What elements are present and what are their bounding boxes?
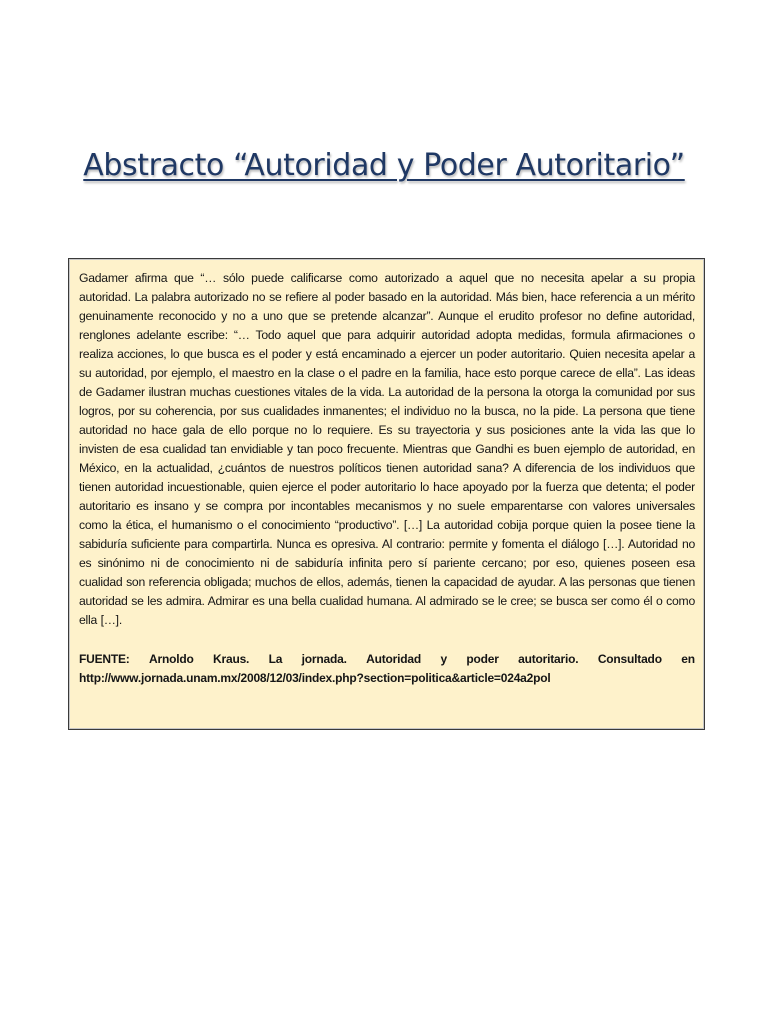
source-word-fuente: FUENTE: bbox=[79, 652, 130, 666]
source-word-author-first: Arnoldo bbox=[149, 652, 194, 666]
source-word-consultado: Consultado bbox=[597, 652, 662, 666]
source-word-autoridad: Autoridad bbox=[366, 652, 422, 666]
source-word-author-last: Kraus. bbox=[213, 652, 250, 666]
source-word-autoritario: autoritario. bbox=[518, 652, 579, 666]
abstract-text: Gadamer afirma que “… sólo puede calificarse como autorizado a aquel que no necesita apelar a su propia autoridad. La palabra autorizado no se refiere al poder basado en la autoridad. Más bien, hace referencia a un mérito genuinamente reconocido y no a uno que se pretende alcanzar”. Aunque el erudito profesor no define autoridad, renglones adelante escribe: “… Todo aquel que para adquirir autoridad adopta medidas, formula afirmaciones o realiza acciones, lo que busca es el poder y está encaminado a ejercer un poder autoritario. Quien necesita apelar a su autoridad, por ejemplo, el maestro en la clase o el padre en la familia, hace esto porque carece de ella”. Las ideas de Gadamer ilustran muchas cuestiones vitales de la vida. La autoridad de la persona la otorga la comunidad por sus logros, por su coherencia, por sus cualidades inmanentes; el individuo no la busca, no la pide. La persona que tiene autoridad no hace gala de ello porque no lo requiere. Es su trayectoria y sus posiciones ante la vida las que lo invisten de esa cualidad tan envidiable y tan poco frecuente. Mientras que Gandhi es buen ejemplo de autoridad, en México, en la actualidad, ¿cuántos de nuestros políticos tienen autoridad sana? A diferencia de los individuos que tienen autoridad incuestionable, quien ejerce el poder autoritario lo hace apoyado por la fuerza que detenta; el poder autoritario es insano y se compra por incontables mecanismos y no suele emparentarse con valores universales como la ética, el humanismo o el conocimiento “productivo”. […] La autoridad cobija porque quien la posee tiene la sabiduría suficiente para compartirla. Nunca es opresiva. Al contrario: permite y fomenta el diálogo […]. Autoridad no es sinónimo ni de conocimiento ni de sabiduría infinita pero sí pariente cercano; por eso, quienes poseen esa cualidad son referencia obligada; muchos de ellos, además, tienen la capacidad de ayudar. A las personas que tienen autoridad se les admira. Admirar es una bella cualidad humana. Al admirado se le cree; se busca ser como él o como ella […]. bbox=[79, 271, 695, 627]
source-citation-line bbox=[79, 650, 695, 669]
source-word-y: y bbox=[440, 652, 447, 666]
page-title: Abstracto “Autoridad y Poder Autoritario” bbox=[83, 148, 685, 183]
source-url: http://www.jornada.unam.mx/2008/12/03/index.php?section=politica&article=024a2pol bbox=[79, 671, 551, 685]
source-word-jornada: jornada. bbox=[301, 652, 347, 666]
source-word-la: La bbox=[268, 652, 283, 666]
source-word-en: en bbox=[681, 652, 695, 666]
abstract-box bbox=[68, 258, 705, 730]
source-citation bbox=[79, 650, 695, 688]
source-word-poder: poder bbox=[466, 652, 499, 666]
